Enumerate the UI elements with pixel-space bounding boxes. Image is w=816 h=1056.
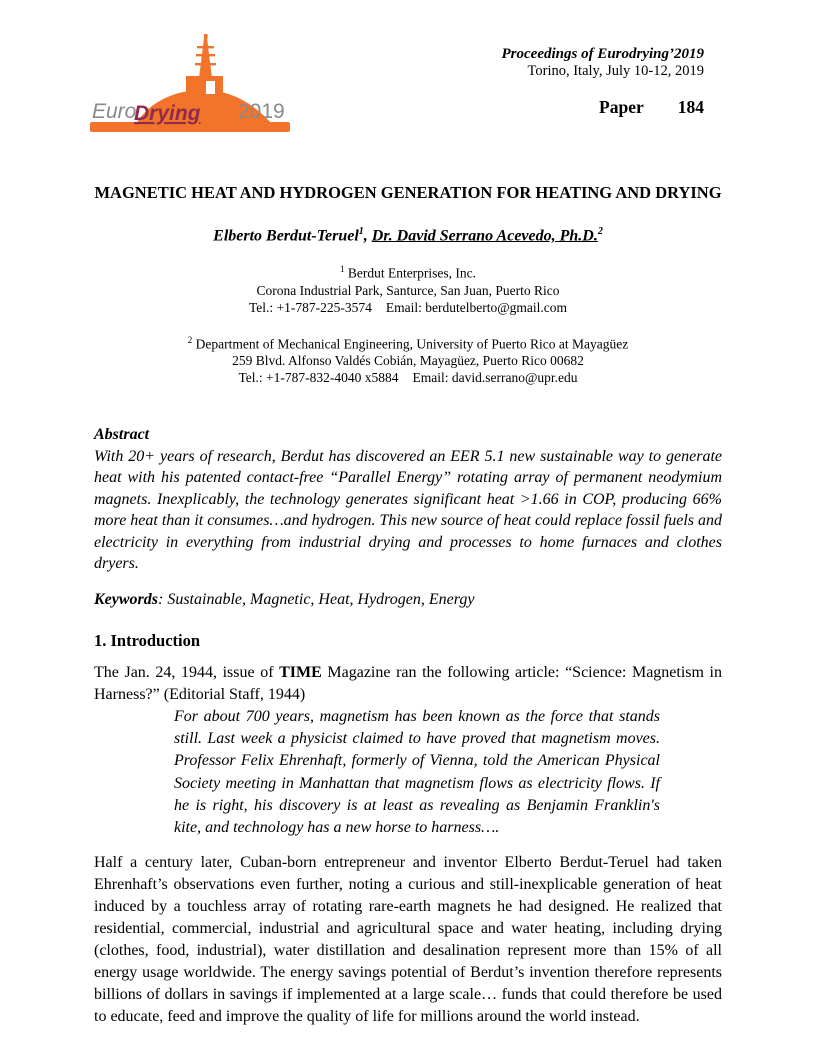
paper-title: MAGNETIC HEAT AND HYDROGEN GENERATION FOR HEATING AND DRYING bbox=[94, 183, 722, 202]
author-1-superscript: 1 bbox=[358, 226, 364, 237]
paper-number-line bbox=[502, 97, 705, 118]
mole-antonelliana-logo-icon bbox=[90, 34, 290, 134]
time-magazine-bold: TIME bbox=[279, 663, 322, 681]
authors-line bbox=[94, 226, 722, 245]
affiliation-2-superscript: 2 bbox=[187, 334, 193, 345]
paper-body bbox=[94, 182, 722, 1028]
affiliation-2 bbox=[94, 332, 722, 387]
affiliation-1-org: $^1$ Berdut Enterprises, Inc. bbox=[339, 264, 477, 281]
logo-text-euro: Euro bbox=[92, 100, 137, 123]
page-header bbox=[0, 0, 816, 134]
authors-separator: , bbox=[363, 227, 372, 245]
logo-text-drying: Drying bbox=[134, 102, 201, 125]
introduction-paragraph-1: The Jan. 24, 1944, issue of TIME Magazine ran the following article: “Science: Magnetism in Harness?” (Editorial Staff, 1944) bbox=[94, 663, 723, 703]
paper-number: 184 bbox=[677, 97, 704, 117]
keywords-list: : Sustainable, Magnetic, Heat, Hydrogen, Energy bbox=[158, 590, 475, 608]
affiliation-2-email: Email: david.serrano@upr.edu bbox=[412, 370, 578, 386]
proceedings-title: Proceedings of Eurodrying’2019 bbox=[501, 46, 704, 62]
affiliation-2-address: 259 Blvd. Alfonso Valdés Cobián, Mayagüez, Puerto Rico 00682 bbox=[232, 353, 584, 369]
affiliation-1-tel: Tel.: +1-787-225-3574 bbox=[248, 299, 372, 315]
affiliation-1-email: Email: berdutelberto@gmail.com bbox=[385, 299, 568, 315]
eurodrying-2019-logo bbox=[90, 34, 290, 134]
affiliation-2-contact bbox=[94, 369, 722, 386]
paper-label: Paper bbox=[599, 97, 644, 117]
logo-text-year: 2019 bbox=[238, 100, 285, 123]
affiliation-2-org: $^2$ Department of Mechanical Engineering, University of Puerto Rico at Mayagüez bbox=[187, 334, 629, 352]
affiliation-1-superscript: 1 bbox=[339, 264, 345, 275]
abstract-body: With 20+ years of research, Berdut has discovered an EER 5.1 new sustainable way to generate heat with his patented contact-free “Parallel Energy” rotating array of permanent neodymium magnets. Inexplicably, the technology generates significant heat >1.66 in COP, producing 66% more heat than it consumes…and hydrogen. This new source of heat could replace fossil fuels and electricity in everything from industrial drying and processes to home furnaces and clothes dryers. bbox=[94, 447, 722, 573]
affiliation-1-address: Corona Industrial Park, Santurce, San Juan, Puerto Rico bbox=[256, 282, 560, 298]
proceedings-block bbox=[502, 34, 705, 118]
affiliation-1 bbox=[94, 261, 722, 316]
author-1: Elberto Berdut-Teruel bbox=[213, 227, 359, 245]
time-article-blockquote: For about 700 years, magnetism has been known as the force that stands still. Last week a physicist claimed to have proved that magnetism moves. Professor Felix Ehrenhaft, formerly of Vienna, told the American Physical Society meeting in Manhattan that magnetism flows as electricity flows. If he is right, his discovery is at least as revealing as Benjamin Franklin's kite, and technology has a new horse to harness…. bbox=[174, 707, 660, 837]
author-2-superscript: 2 bbox=[597, 226, 603, 237]
proceedings-location: Torino, Italy, July 10-12, 2019 bbox=[527, 63, 704, 79]
section-heading-introduction: 1. Introduction bbox=[94, 630, 201, 650]
keywords-label: Keywords bbox=[94, 590, 158, 608]
abstract-section bbox=[94, 424, 722, 575]
author-2: Dr. David Serrano Acevedo, Ph.D. bbox=[371, 227, 598, 245]
introduction-paragraph-2: Half a century later, Cuban-born entrepreneur and inventor Elberto Berdut-Teruel had taken Ehrenhaft’s observations even further, noting a curious and still-inexplicable generation of heat induced by a touchless array of rotating rare-earth magnets he had designed. He realized that residential, commercial, industrial and agricultural space and water heating, including drying (clothes, food, industrial), water distillation and desalination represent more than 15% of all energy usage worldwide. The energy savings potential of Berdut’s invention therefore represents billions of dollars in savings if implemented at a large scale… funds that could therefore be used to educate, feed and improve the quality of life for millions around the world instead. bbox=[94, 853, 722, 1025]
keywords-line bbox=[94, 591, 722, 609]
affiliation-2-tel: Tel.: +1-787-832-4040 x5884 bbox=[238, 370, 399, 386]
affiliation-1-contact bbox=[94, 299, 722, 316]
abstract-heading: Abstract bbox=[94, 426, 150, 444]
